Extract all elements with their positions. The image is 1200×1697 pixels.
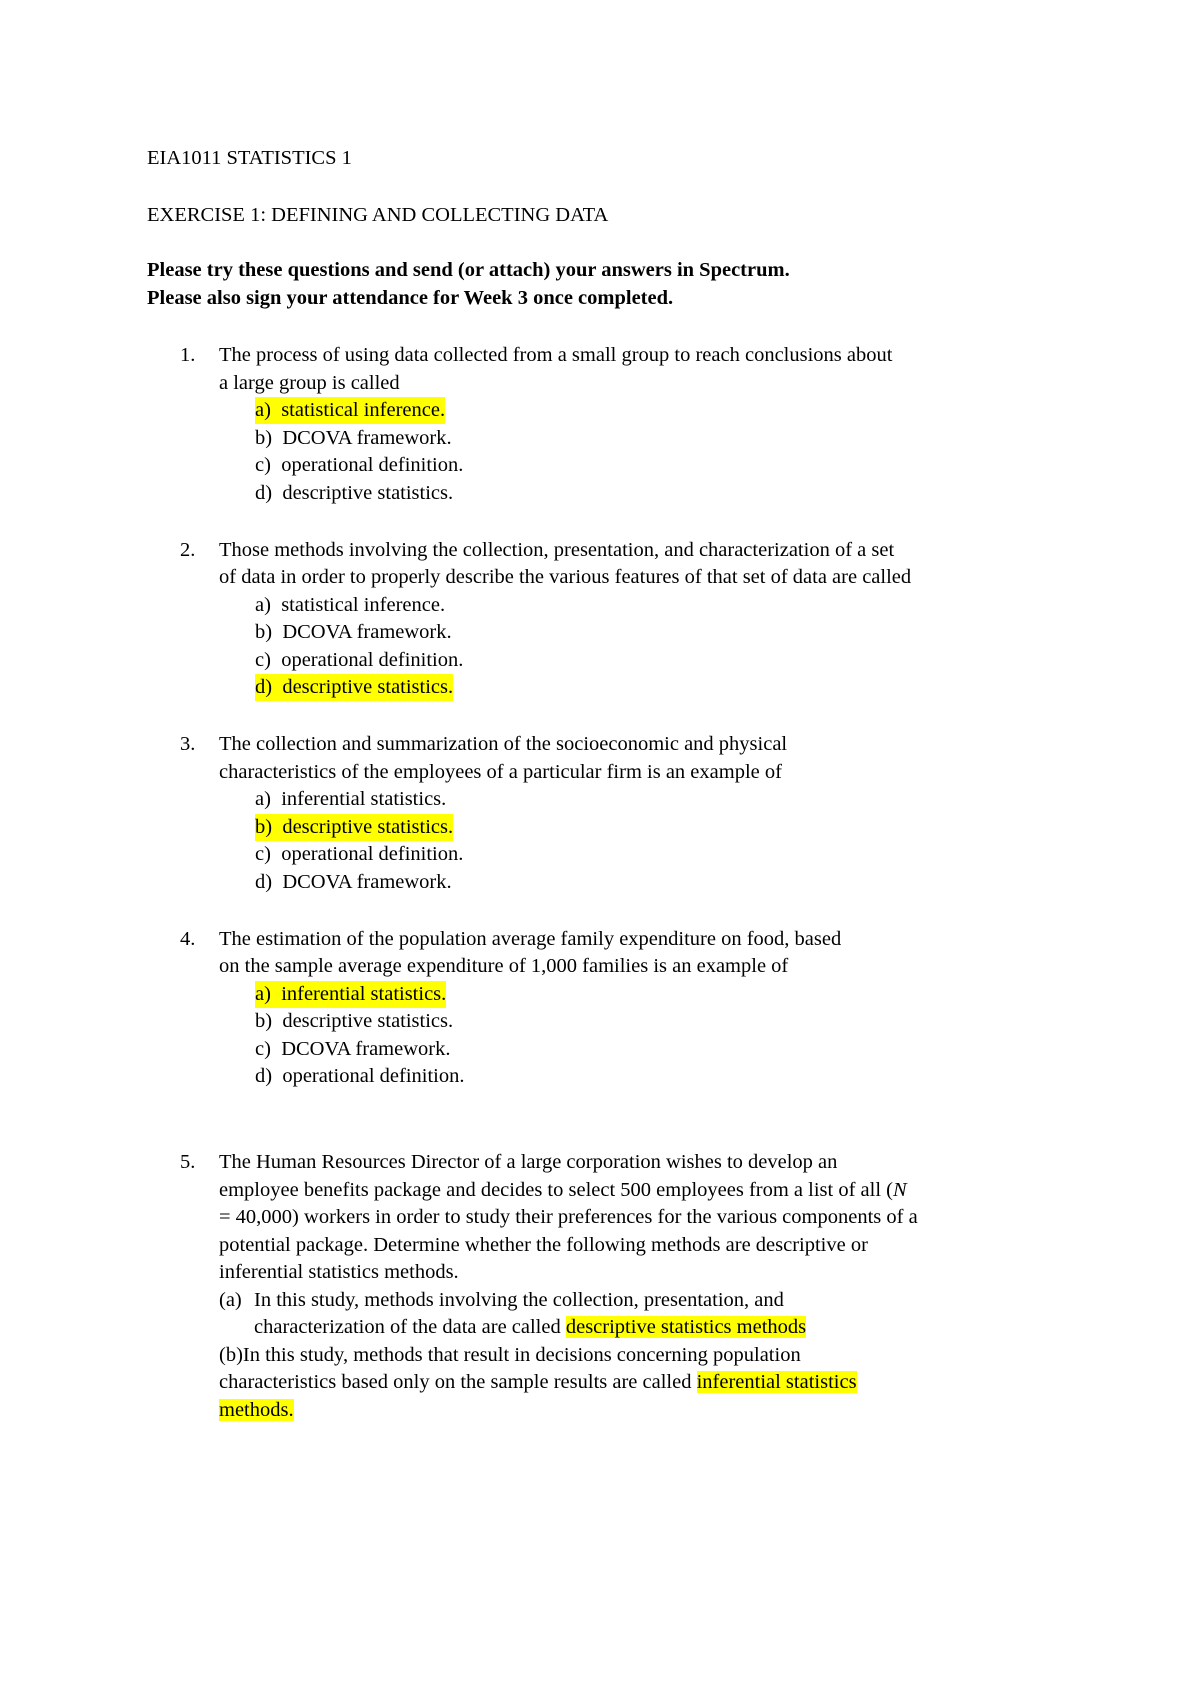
option-text: operational definition. [282, 1065, 465, 1087]
question-number: 3. [180, 733, 196, 755]
part-a-label: (a) [219, 1289, 242, 1311]
option-c [255, 1036, 450, 1063]
option-c [255, 841, 463, 868]
option-text: DCOVA framework. [282, 427, 452, 449]
part-b-line [219, 1397, 294, 1424]
option-letter: c) [255, 1038, 271, 1060]
course-title: EIA1011 STATISTICS 1 [147, 147, 352, 169]
question-number: 1. [180, 344, 196, 366]
option-b [255, 425, 452, 452]
option-d [255, 480, 453, 507]
option-text: descriptive statistics. [282, 482, 454, 504]
option-letter: d) [255, 1065, 273, 1087]
option-letter: d) [255, 676, 273, 698]
question-text-segment: employee benefits package and decides to select 500 employees from a list of all ( [219, 1179, 893, 1201]
option-letter: d) [255, 482, 273, 504]
part-a-line [254, 1314, 806, 1341]
exercise-title: EXERCISE 1: DEFINING AND COLLECTING DATA [147, 204, 609, 226]
question-text-line [219, 1177, 907, 1204]
question-number: 2. [180, 539, 196, 561]
option-letter: b) [255, 427, 273, 449]
option-text: DCOVA framework. [282, 871, 452, 893]
part-b-answer: inferential statistics [696, 1371, 857, 1393]
option-a [255, 592, 445, 619]
question-text-line: The collection and summarization of the socioeconomic and physical [219, 733, 788, 755]
option-letter: a) [255, 594, 271, 616]
option-letter: a) [255, 399, 271, 421]
question-text-line: Those methods involving the collection, presentation, and characterization of a set [219, 539, 895, 561]
question-text-line: = 40,000) workers in order to study their preferences for the various components of a [219, 1206, 918, 1228]
option-c [255, 452, 463, 479]
option-text: descriptive statistics. [282, 1010, 454, 1032]
question-number: 5. [180, 1151, 196, 1173]
question-number: 4. [180, 928, 196, 950]
question-text-line: inferential statistics methods. [219, 1261, 459, 1283]
option-b [255, 619, 452, 646]
option-a-correct [255, 397, 445, 424]
option-text: operational definition. [281, 843, 464, 865]
option-text: inferential statistics. [281, 788, 447, 810]
option-letter: b) [255, 621, 273, 643]
option-text: descriptive statistics. [282, 676, 454, 698]
instruction-line-2: Please also sign your attendance for Week 3 once completed. [147, 287, 674, 309]
instruction-line-1: Please try these questions and send (or attach) your answers in Spectrum. [147, 259, 790, 281]
option-text: statistical inference. [281, 399, 446, 421]
option-text: DCOVA framework. [281, 1038, 451, 1060]
part-a-line: In this study, methods involving the collection, presentation, and [254, 1289, 784, 1311]
option-d [255, 869, 452, 896]
option-text: inferential statistics. [281, 983, 447, 1005]
option-d-correct [255, 674, 453, 701]
option-letter: c) [255, 649, 271, 671]
part-a-answer: descriptive statistics methods [565, 1316, 807, 1338]
option-a [255, 786, 446, 813]
part-b-line: (b)In this study, methods that result in decisions concerning population [219, 1344, 801, 1366]
option-text: DCOVA framework. [282, 621, 452, 643]
question-text-line: potential package. Determine whether the following methods are descriptive or [219, 1234, 868, 1256]
question-text-line: on the sample average expenditure of 1,000 families is an example of [219, 955, 789, 977]
question-text-line: a large group is called [219, 372, 400, 394]
option-letter: c) [255, 843, 271, 865]
population-size-symbol: N [892, 1179, 907, 1201]
option-text: operational definition. [281, 649, 464, 671]
option-b [255, 1008, 453, 1035]
option-text: statistical inference. [281, 594, 446, 616]
part-b-line [219, 1369, 857, 1396]
question-text-line: of data in order to properly describe the various features of that set of data are called [219, 566, 912, 588]
option-letter: b) [255, 816, 273, 838]
option-letter: c) [255, 454, 271, 476]
question-text-line: The Human Resources Director of a large corporation wishes to develop an [219, 1151, 838, 1173]
part-b-answer-continued: methods. [219, 1399, 294, 1421]
option-d [255, 1063, 465, 1090]
option-text: descriptive statistics. [282, 816, 454, 838]
option-letter: a) [255, 983, 271, 1005]
question-text-line: The process of using data collected from a small group to reach conclusions about [219, 344, 893, 366]
option-b-correct [255, 814, 453, 841]
question-text-line: characteristics of the employees of a particular firm is an example of [219, 761, 782, 783]
option-letter: d) [255, 871, 273, 893]
option-letter: b) [255, 1010, 273, 1032]
question-text-line: The estimation of the population average family expenditure on food, based [219, 928, 842, 950]
option-c [255, 647, 463, 674]
option-a-correct [255, 981, 446, 1008]
option-letter: a) [255, 788, 271, 810]
option-text: operational definition. [281, 454, 464, 476]
part-b-text: characteristics based only on the sample results are called [219, 1371, 697, 1393]
part-a-text: characterization of the data are called [254, 1316, 566, 1338]
